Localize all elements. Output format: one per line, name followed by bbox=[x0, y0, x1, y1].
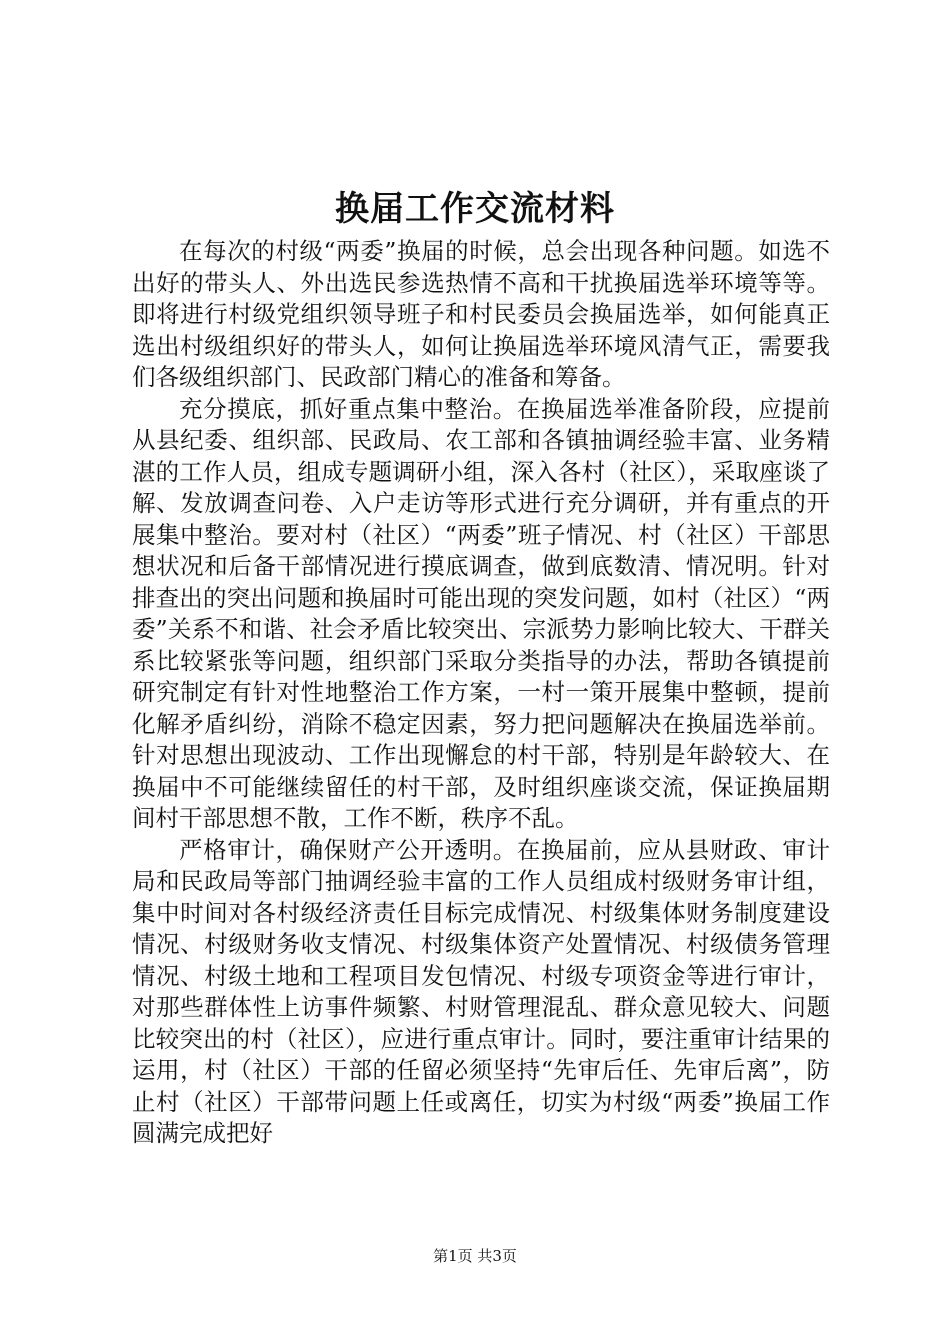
paragraph-investigation: 充分摸底，抓好重点集中整治。在换届选举准备阶段，应提前从县纪委、组织部、民政局、农工部和各镇抽调经验丰富、业务精湛的工作人员，组成专题调研小组，深入各村（社区），采取座谈了解、发放调查问卷、入户走访等形式进行充分调研，并有重点的开展集中整治。要对村（社区）“两委”班子情况、村（社区）干部思想状况和后备干部情况进行摸底调查，做到底数清、情况明。针对排查出的突出问题和换届时可能出现的突发问题，如村（社区）“两委”关系不和谐、社会矛盾比较突出、宗派势力影响比较大、干群关系比较紧张等问题，组织部门采取分类指导的办法，帮助各镇提前研究制定有针对性地整治工作方案，一村一策开展集中整顿，提前化解矛盾纠纷，消除不稳定因素，努力把问题解决在换届选举前。针对思想出现波动、工作出现懈怠的村干部，特别是年龄较大、在换届中不可能继续留任的村干部，及时组织座谈交流，保证换届期间村干部思想不散，工作不断，秩序不乱。 bbox=[132, 394, 830, 832]
page-number-footer: 第1页 共3页 bbox=[433, 1247, 517, 1265]
document-title: 换届工作交流材料 bbox=[335, 189, 615, 229]
paragraph-intro: 在每次的村级“两委”换届的时候，总会出现各种问题。如选不出好的带头人、外出选民参选热情不高和干扰换届选举环境等等。即将进行村级党组织领导班子和村民委员会换届选举，如何能真正选出村级组织好的带头人，如何让换届选举环境风清气正，需要我们各级组织部门、民政部门精心的准备和筹备。 bbox=[132, 237, 830, 391]
paragraph-audit: 严格审计，确保财产公开透明。在换届前，应从县财政、审计局和民政局等部门抽调经验丰富的工作人员组成村级财务审计组，集中时间对各村级经济责任目标完成情况、村级集体财务制度建设情况、村级财务收支情况、村级集体资产处置情况、村级债务管理情况、村级土地和工程项目发包情况、村级专项资金等进行审计，对那些群体性上访事件频繁、村财管理混乱、群众意见较大、问题比较突出的村（社区），应进行重点审计。同时，要注重审计结果的运用，村（社区）干部的任留必须坚持“先审后任、先审后离”，防止村（社区）干部带问题上任或离任，切实为村级“两委”换届工作圆满完成把好 bbox=[132, 835, 830, 1147]
document-body bbox=[132, 236, 830, 1150]
